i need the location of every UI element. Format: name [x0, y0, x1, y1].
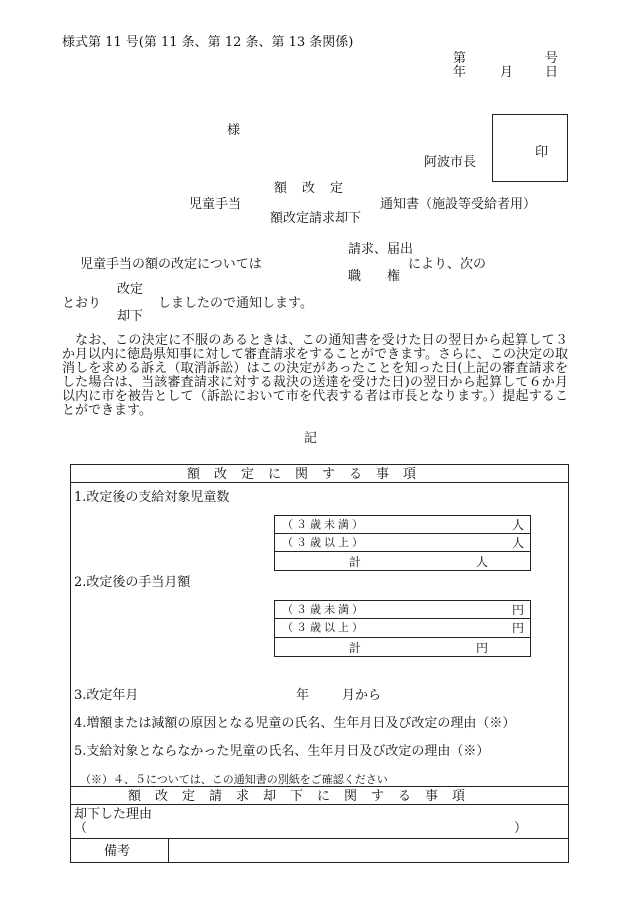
count-under3-label: （３歳未満）	[282, 518, 366, 531]
amount-over3-label: （３歳以上）	[282, 621, 366, 634]
remarks-label: 備考	[104, 844, 131, 859]
divider	[274, 551, 531, 552]
appeal-notice: なお、この決定に不服のあるときは、この通知書を受けた日の翌日から起算して３か月以内に徳島県知事に対して審査請求をすることができます。さらに、この決定の取消しを求める訴え（取消訴訟）はこの決定があったことを知った日(上記の審査請求をした場合は、当該審査請求に対する裁決の送達を受けた日)の翌日から起算して６か月以内に市を被告として（訴訟において市を代表する者は市長となります。）提起することができます。	[62, 333, 568, 418]
title-option-1: 額 改 定	[274, 181, 345, 196]
divider	[70, 838, 569, 839]
amount-total-label: 計	[349, 641, 362, 655]
seal-label: 印	[535, 145, 549, 160]
title-prefix: 児童手当	[189, 197, 242, 212]
item-3-from: 月から	[342, 688, 382, 703]
count-total-label: 計	[349, 555, 362, 569]
count-total-unit: 人	[476, 555, 489, 569]
item-1-label: 1.改定後の支給対象児童数	[74, 490, 230, 505]
attachment-note: （※）４、５については、この通知書の別紙をご確認ください	[80, 773, 388, 786]
year-label: 年	[453, 65, 467, 80]
form-number: 様式第 11 号(第 11 条、第 12 条、第 13 条関係)	[62, 35, 354, 50]
dai-label: 第	[453, 51, 467, 66]
amount-total-unit: 円	[476, 641, 489, 655]
body-main-right: により、次の	[408, 257, 487, 272]
divider	[70, 786, 569, 787]
issuer-name: 阿波市長	[424, 155, 477, 170]
divider	[274, 618, 531, 619]
item-4-label: 4.増額または減額の原因となる児童の氏名、生年月日及び改定の理由（※）	[74, 716, 516, 731]
amount-under3-unit: 円	[512, 603, 525, 617]
count-under3-unit: 人	[512, 518, 525, 532]
month-label: 月	[500, 65, 514, 80]
divider	[70, 804, 569, 805]
item-2-label: 2.改定後の手当月額	[74, 575, 191, 590]
divider	[168, 838, 169, 863]
item-5-label: 5.支給対象とならなかった児童の氏名、生年月日及び改定の理由（※）	[74, 744, 490, 759]
reason-open-paren: （	[74, 821, 88, 836]
option-kyakka: 却下	[117, 309, 144, 324]
option-kaitei: 改定	[117, 282, 144, 297]
ki-label: 記	[304, 431, 318, 446]
reason-close-paren: ）	[514, 821, 528, 836]
count-over3-label: （３歳以上）	[282, 536, 366, 549]
item-3-label: 3.改定年月	[74, 688, 139, 703]
go-label: 号	[545, 51, 559, 66]
section-kaitei-title: 額改定に関する事項	[187, 467, 431, 482]
toori-label: とおり	[62, 296, 102, 311]
option-request: 請求、届出	[348, 242, 414, 257]
count-over3-unit: 人	[512, 536, 525, 550]
seal-box	[492, 114, 568, 182]
amount-over3-unit: 円	[512, 621, 525, 635]
divider	[70, 482, 569, 483]
recipient-honorific: 様	[227, 123, 241, 138]
day-label: 日	[545, 65, 559, 80]
toori-rest: しましたので通知します。	[158, 296, 313, 311]
item-3-year: 年	[296, 688, 310, 703]
title-suffix: 通知書（施設等受給者用）	[380, 197, 537, 212]
divider	[274, 637, 531, 638]
section-kyakka-title: 額改定請求却下に関する事項	[128, 789, 480, 804]
amount-under3-label: （３歳未満）	[282, 603, 366, 616]
body-main-left: 児童手当の額の改定については	[80, 257, 262, 272]
option-authority: 職 権	[348, 269, 401, 284]
divider	[274, 533, 531, 534]
reason-label: 却下した理由	[74, 807, 153, 822]
title-option-2: 額改定請求却下	[270, 211, 362, 226]
